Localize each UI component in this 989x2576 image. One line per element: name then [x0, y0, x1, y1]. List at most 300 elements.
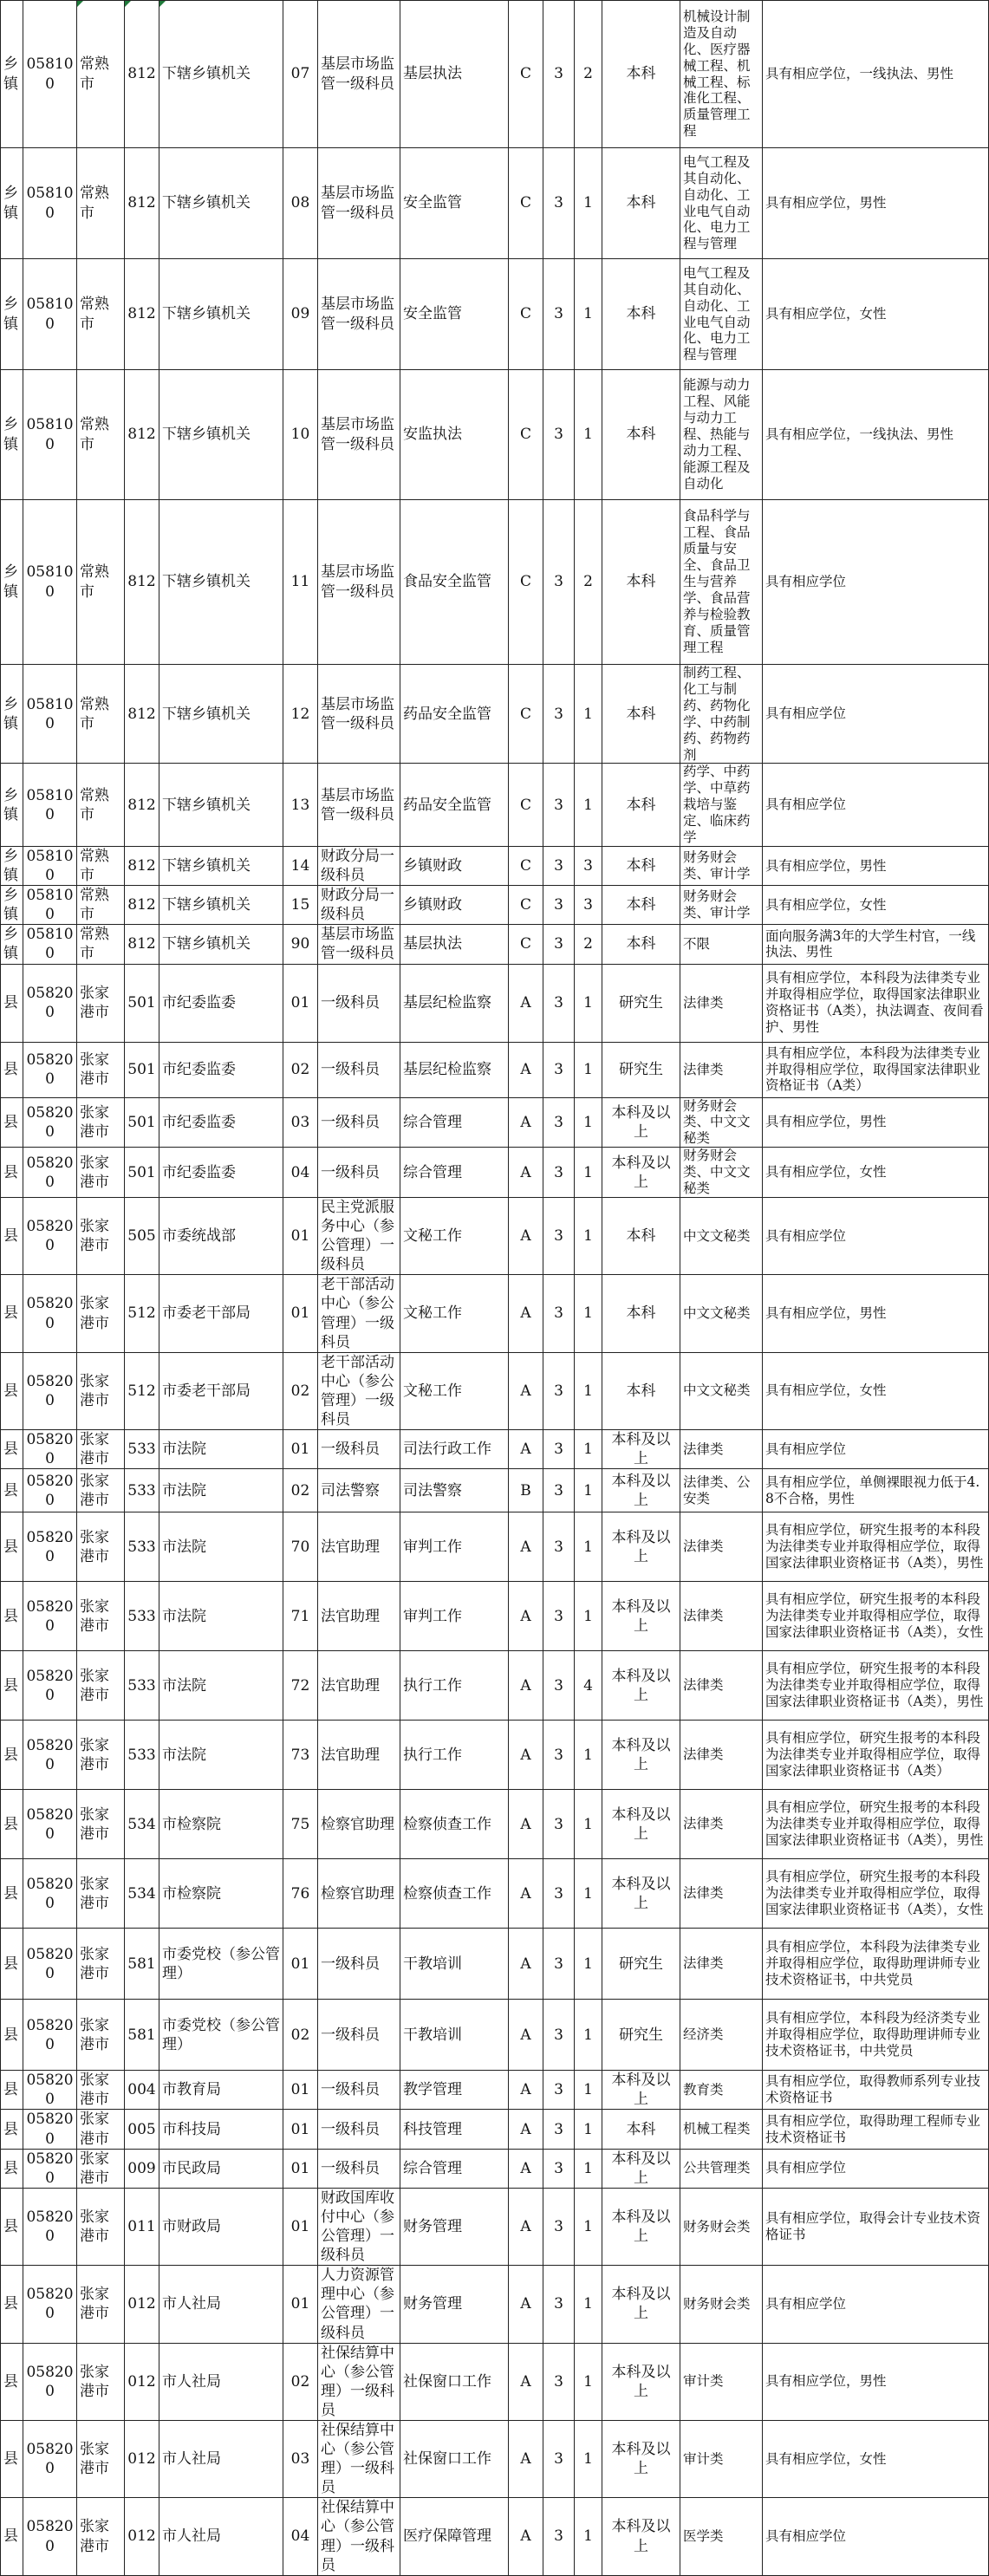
major-cell: 中文文秘类 — [680, 1275, 763, 1352]
hire-count-cell: 1 — [575, 2110, 602, 2149]
exam-category-cell: A — [509, 1651, 543, 1721]
dept-name-cell: 市法院 — [159, 1469, 283, 1512]
table-row — [1, 1, 989, 148]
remark-cell: 具有相应学位，本科段为法律类专业并取得相应学位，取得助理讲师专业技术资格证书，中共党员 — [763, 1929, 989, 2000]
remark-cell: 具有相应学位，女性 — [763, 1352, 989, 1429]
table-row — [1, 2110, 989, 2149]
exam-category-cell: C — [509, 764, 543, 847]
dept-name-cell: 市纪委监委 — [159, 1148, 283, 1198]
hire-count-cell: 1 — [575, 1582, 602, 1651]
level-cell: 县 — [1, 2266, 23, 2343]
education-cell: 本科 — [602, 259, 680, 370]
duty-cell: 执行工作 — [400, 1721, 509, 1790]
ratio-cell: 3 — [543, 2188, 575, 2265]
remark-cell: 具有相应学位，取得助理工程师专业技术资格证书 — [763, 2110, 989, 2149]
duty-cell: 文秘工作 — [400, 1197, 509, 1274]
dept-code-cell: 534 — [125, 1790, 159, 1859]
education-cell: 本科 — [602, 665, 680, 764]
position-code-cell: 02 — [283, 1042, 318, 1097]
exam-area-code-cell: 058200 — [23, 2420, 77, 2497]
duty-cell: 执行工作 — [400, 1651, 509, 1721]
exam-category-cell: A — [509, 1148, 543, 1198]
position-code-cell: 02 — [283, 1352, 318, 1429]
hire-count-cell: 1 — [575, 1352, 602, 1429]
position-code-cell: 04 — [283, 1148, 318, 1198]
education-cell: 研究生 — [602, 964, 680, 1042]
education-cell: 本科及以上 — [602, 1790, 680, 1859]
duty-cell: 药品安全监管 — [400, 665, 509, 764]
position-code-cell: 07 — [283, 1, 318, 148]
level-cell: 乡镇 — [1, 1, 23, 148]
education-cell: 研究生 — [602, 1929, 680, 2000]
dept-code-cell: 012 — [125, 2498, 159, 2575]
duty-cell: 乡镇财政 — [400, 846, 509, 885]
education-cell: 本科 — [602, 1, 680, 148]
ratio-cell: 3 — [543, 1097, 575, 1148]
exam-area-code-cell: 058200 — [23, 1512, 77, 1582]
exam-category-cell: C — [509, 259, 543, 370]
ratio-cell: 3 — [543, 665, 575, 764]
major-cell: 制药工程、化工与制药、药物化学、中药制药、药物药剂 — [680, 665, 763, 764]
duty-cell: 基层纪检监察 — [400, 1042, 509, 1097]
position-name-cell: 基层市场监管一级科员 — [318, 1, 400, 148]
exam-area-code-cell: 058200 — [23, 2000, 77, 2071]
hire-count-cell: 1 — [575, 1430, 602, 1469]
table-row — [1, 1859, 989, 1929]
exam-area-code-cell: 058200 — [23, 1929, 77, 2000]
level-cell: 乡镇 — [1, 846, 23, 885]
dept-code-cell: 581 — [125, 2000, 159, 2071]
ratio-cell: 3 — [543, 2110, 575, 2149]
level-cell: 乡镇 — [1, 148, 23, 259]
hire-count-cell: 1 — [575, 665, 602, 764]
exam-area-code-cell: 058100 — [23, 148, 77, 259]
exam-area-code-cell: 058200 — [23, 1859, 77, 1929]
city-cell: 张家港市 — [77, 2188, 125, 2265]
dept-name-cell: 市法院 — [159, 1512, 283, 1582]
level-cell: 乡镇 — [1, 259, 23, 370]
remark-cell: 具有相应学位 — [763, 1430, 989, 1469]
level-cell: 县 — [1, 1042, 23, 1097]
hire-count-cell: 1 — [575, 1859, 602, 1929]
dept-code-cell: 812 — [125, 1, 159, 148]
education-cell: 本科及以上 — [602, 1512, 680, 1582]
major-cell: 机械工程类 — [680, 2110, 763, 2149]
dept-name-cell: 下辖乡镇机关 — [159, 370, 283, 500]
remark-cell: 具有相应学位 — [763, 500, 989, 665]
ratio-cell: 3 — [543, 1929, 575, 2000]
hire-count-cell: 1 — [575, 2343, 602, 2420]
position-code-cell: 70 — [283, 1512, 318, 1582]
dept-code-cell: 812 — [125, 500, 159, 665]
hire-count-cell: 2 — [575, 500, 602, 665]
city-cell: 张家港市 — [77, 1582, 125, 1651]
level-cell: 县 — [1, 2071, 23, 2110]
duty-cell: 审判工作 — [400, 1512, 509, 1582]
dept-name-cell: 市委党校（参公管理） — [159, 2000, 283, 2071]
duty-cell: 干教培训 — [400, 1929, 509, 2000]
major-cell: 能源与动力工程、风能与动力工程、热能与动力工程、能源工程及自动化 — [680, 370, 763, 500]
duty-cell: 安监执法 — [400, 370, 509, 500]
exam-area-code-cell: 058200 — [23, 1790, 77, 1859]
remark-cell: 具有相应学位，研究生报考的本科段为法律类专业并取得相应学位，取得国家法律职业资格证书（A类） — [763, 1721, 989, 1790]
position-code-cell: 01 — [283, 1430, 318, 1469]
ratio-cell: 3 — [543, 1582, 575, 1651]
level-cell: 乡镇 — [1, 925, 23, 964]
position-name-cell: 基层市场监管一级科员 — [318, 764, 400, 847]
level-cell: 县 — [1, 1512, 23, 1582]
dept-code-cell: 012 — [125, 2420, 159, 2497]
dept-code-cell: 012 — [125, 2266, 159, 2343]
dept-name-cell: 市民政局 — [159, 2149, 283, 2188]
major-cell: 法律类 — [680, 1651, 763, 1721]
major-cell: 审计类 — [680, 2420, 763, 2497]
city-cell: 张家港市 — [77, 2266, 125, 2343]
dept-code-cell: 812 — [125, 886, 159, 925]
dept-name-cell: 市财政局 — [159, 2188, 283, 2265]
dept-name-cell: 市纪委监委 — [159, 1097, 283, 1148]
dept-name-cell: 市委统战部 — [159, 1197, 283, 1274]
level-cell: 县 — [1, 964, 23, 1042]
major-cell: 电气工程及其自动化、自动化、工业电气自动化、电力工程与管理 — [680, 259, 763, 370]
dept-name-cell: 市委老干部局 — [159, 1275, 283, 1352]
major-cell: 法律类、公安类 — [680, 1469, 763, 1512]
exam-area-code-cell: 058100 — [23, 925, 77, 964]
duty-cell: 乡镇财政 — [400, 886, 509, 925]
ratio-cell: 3 — [543, 2000, 575, 2071]
dept-code-cell: 534 — [125, 1859, 159, 1929]
level-cell: 乡镇 — [1, 500, 23, 665]
dept-code-cell: 812 — [125, 370, 159, 500]
position-code-cell: 01 — [283, 1929, 318, 2000]
remark-cell: 具有相应学位 — [763, 1197, 989, 1274]
table-row — [1, 2266, 989, 2343]
table-row — [1, 1430, 989, 1469]
hire-count-cell: 2 — [575, 1, 602, 148]
city-cell: 张家港市 — [77, 2000, 125, 2071]
level-cell: 乡镇 — [1, 886, 23, 925]
education-cell: 本科 — [602, 148, 680, 259]
city-cell: 张家港市 — [77, 1790, 125, 1859]
hire-count-cell: 1 — [575, 1790, 602, 1859]
exam-area-code-cell: 058200 — [23, 1582, 77, 1651]
position-code-cell: 01 — [283, 964, 318, 1042]
ratio-cell: 3 — [543, 925, 575, 964]
position-name-cell: 财政分局一级科员 — [318, 846, 400, 885]
exam-category-cell: A — [509, 1512, 543, 1582]
duty-cell: 检察侦查工作 — [400, 1790, 509, 1859]
hire-count-cell: 2 — [575, 925, 602, 964]
remark-cell: 具有相应学位，男性 — [763, 846, 989, 885]
table-row — [1, 2498, 989, 2575]
exam-category-cell: A — [509, 1197, 543, 1274]
education-cell: 本科及以上 — [602, 1721, 680, 1790]
exam-area-code-cell: 058200 — [23, 1352, 77, 1429]
remark-cell: 具有相应学位，取得教师系列专业技术资格证书 — [763, 2071, 989, 2110]
city-cell: 张家港市 — [77, 1651, 125, 1721]
city-cell: 张家港市 — [77, 2498, 125, 2575]
level-cell: 县 — [1, 2420, 23, 2497]
duty-cell: 基层执法 — [400, 925, 509, 964]
position-name-cell: 检察官助理 — [318, 1790, 400, 1859]
table-row — [1, 1929, 989, 2000]
dept-name-cell: 下辖乡镇机关 — [159, 500, 283, 665]
education-cell: 本科及以上 — [602, 2498, 680, 2575]
position-code-cell: 15 — [283, 886, 318, 925]
city-cell: 常熟市 — [77, 925, 125, 964]
hire-count-cell: 1 — [575, 1275, 602, 1352]
level-cell: 县 — [1, 1275, 23, 1352]
table-row — [1, 2343, 989, 2420]
table-row — [1, 1042, 989, 1097]
exam-category-cell: A — [509, 964, 543, 1042]
major-cell: 财务财会类、中文文秘类 — [680, 1097, 763, 1148]
cell-corner-marker — [159, 1, 166, 7]
table-row — [1, 1352, 989, 1429]
major-cell: 法律类 — [680, 1582, 763, 1651]
duty-cell: 文秘工作 — [400, 1275, 509, 1352]
table-row — [1, 1148, 989, 1198]
position-name-cell: 基层市场监管一级科员 — [318, 665, 400, 764]
table-row — [1, 1512, 989, 1582]
city-cell: 张家港市 — [77, 1512, 125, 1582]
exam-category-cell: A — [509, 2110, 543, 2149]
ratio-cell: 3 — [543, 764, 575, 847]
position-name-cell: 一级科员 — [318, 1430, 400, 1469]
dept-code-cell: 501 — [125, 1148, 159, 1198]
hire-count-cell: 1 — [575, 2266, 602, 2343]
exam-area-code-cell: 058200 — [23, 2498, 77, 2575]
table-row — [1, 259, 989, 370]
duty-cell: 安全监管 — [400, 259, 509, 370]
city-cell: 张家港市 — [77, 2343, 125, 2420]
remark-cell: 具有相应学位，研究生报考的本科段为法律类专业并取得相应学位，取得国家法律职业资格证书（A类），女性 — [763, 1582, 989, 1651]
exam-category-cell: C — [509, 886, 543, 925]
table-row — [1, 2420, 989, 2497]
city-cell: 常熟市 — [77, 1, 125, 148]
position-name-cell: 基层市场监管一级科员 — [318, 148, 400, 259]
table-row — [1, 1790, 989, 1859]
position-name-cell: 基层市场监管一级科员 — [318, 259, 400, 370]
position-code-cell: 01 — [283, 2188, 318, 2265]
hire-count-cell: 1 — [575, 1721, 602, 1790]
exam-area-code-cell: 058200 — [23, 1430, 77, 1469]
cell-corner-marker — [125, 1, 131, 7]
duty-cell: 审判工作 — [400, 1582, 509, 1651]
city-cell: 张家港市 — [77, 1197, 125, 1274]
duty-cell: 科技管理 — [400, 2110, 509, 2149]
table-row — [1, 2149, 989, 2188]
table-row — [1, 665, 989, 764]
remark-cell: 具有相应学位，男性 — [763, 1097, 989, 1148]
remark-cell: 具有相应学位，研究生报考的本科段为法律类专业并取得相应学位，取得国家法律职业资格证书（A类），女性 — [763, 1859, 989, 1929]
position-name-cell: 法官助理 — [318, 1651, 400, 1721]
dept-name-cell: 市委党校（参公管理） — [159, 1929, 283, 2000]
table-row — [1, 1582, 989, 1651]
major-cell: 法律类 — [680, 1790, 763, 1859]
city-cell: 张家港市 — [77, 1042, 125, 1097]
city-cell: 张家港市 — [77, 1721, 125, 1790]
exam-area-code-cell: 058100 — [23, 259, 77, 370]
duty-cell: 检察侦查工作 — [400, 1859, 509, 1929]
remark-cell: 具有相应学位 — [763, 665, 989, 764]
city-cell: 张家港市 — [77, 1929, 125, 2000]
ratio-cell: 3 — [543, 846, 575, 885]
ratio-cell: 3 — [543, 1512, 575, 1582]
level-cell: 县 — [1, 1859, 23, 1929]
hire-count-cell: 1 — [575, 2188, 602, 2265]
duty-cell: 干教培训 — [400, 2000, 509, 2071]
city-cell: 张家港市 — [77, 1275, 125, 1352]
ratio-cell: 3 — [543, 500, 575, 665]
duty-cell: 基层纪检监察 — [400, 964, 509, 1042]
major-cell: 教育类 — [680, 2071, 763, 2110]
ratio-cell: 3 — [543, 1042, 575, 1097]
exam-category-cell: A — [509, 2000, 543, 2071]
dept-name-cell: 市纪委监委 — [159, 1042, 283, 1097]
ratio-cell: 3 — [543, 964, 575, 1042]
major-cell: 医学类 — [680, 2498, 763, 2575]
major-cell: 药学、中药学、中草药栽培与鉴定、临床药学 — [680, 764, 763, 847]
exam-area-code-cell: 058200 — [23, 1097, 77, 1148]
exam-category-cell: A — [509, 1352, 543, 1429]
education-cell: 本科及以上 — [602, 1469, 680, 1512]
exam-area-code-cell: 058100 — [23, 1, 77, 148]
hire-count-cell: 1 — [575, 148, 602, 259]
table-body — [1, 1, 989, 2576]
position-name-cell: 人力资源管理中心（参公管理）一级科员 — [318, 2266, 400, 2343]
dept-name-cell: 市纪委监委 — [159, 964, 283, 1042]
city-cell: 常熟市 — [77, 500, 125, 665]
position-code-cell: 11 — [283, 500, 318, 665]
position-code-cell: 01 — [283, 2149, 318, 2188]
city-cell: 常熟市 — [77, 764, 125, 847]
duty-cell: 社保窗口工作 — [400, 2420, 509, 2497]
dept-name-cell: 下辖乡镇机关 — [159, 925, 283, 964]
education-cell: 本科 — [602, 2110, 680, 2149]
exam-category-cell: A — [509, 1859, 543, 1929]
dept-code-cell: 501 — [125, 1097, 159, 1148]
exam-area-code-cell: 058200 — [23, 2188, 77, 2265]
level-cell: 县 — [1, 2498, 23, 2575]
remark-cell: 具有相应学位，女性 — [763, 259, 989, 370]
table-row — [1, 886, 989, 925]
position-code-cell: 71 — [283, 1582, 318, 1651]
level-cell: 乡镇 — [1, 764, 23, 847]
exam-category-cell: A — [509, 1430, 543, 1469]
dept-name-cell: 市检察院 — [159, 1790, 283, 1859]
position-name-cell: 一级科员 — [318, 2000, 400, 2071]
duty-cell: 安全监管 — [400, 148, 509, 259]
dept-code-cell: 512 — [125, 1275, 159, 1352]
remark-cell: 具有相应学位，研究生报考的本科段为法律类专业并取得相应学位，取得国家法律职业资格证书（A类），男性 — [763, 1651, 989, 1721]
duty-cell: 财务管理 — [400, 2188, 509, 2265]
city-cell: 常熟市 — [77, 148, 125, 259]
position-name-cell: 司法警察 — [318, 1469, 400, 1512]
exam-area-code-cell: 058100 — [23, 500, 77, 665]
table-row — [1, 1651, 989, 1721]
education-cell: 本科及以上 — [602, 2149, 680, 2188]
exam-area-code-cell: 058100 — [23, 886, 77, 925]
position-code-cell: 01 — [283, 2266, 318, 2343]
exam-category-cell: C — [509, 148, 543, 259]
dept-code-cell: 501 — [125, 1042, 159, 1097]
education-cell: 本科及以上 — [602, 1097, 680, 1148]
education-cell: 本科 — [602, 925, 680, 964]
dept-code-cell: 012 — [125, 2343, 159, 2420]
city-cell: 常熟市 — [77, 886, 125, 925]
level-cell: 县 — [1, 1148, 23, 1198]
hire-count-cell: 3 — [575, 846, 602, 885]
exam-area-code-cell: 058200 — [23, 1651, 77, 1721]
remark-cell: 具有相应学位 — [763, 764, 989, 847]
hire-count-cell: 1 — [575, 2149, 602, 2188]
ratio-cell: 3 — [543, 1, 575, 148]
position-code-cell: 01 — [283, 1197, 318, 1274]
remark-cell: 具有相应学位 — [763, 2149, 989, 2188]
exam-category-cell: C — [509, 500, 543, 665]
exam-area-code-cell: 058100 — [23, 665, 77, 764]
position-name-cell: 社保结算中心（参公管理）一级科员 — [318, 2498, 400, 2575]
dept-name-cell: 市人社局 — [159, 2266, 283, 2343]
education-cell: 本科及以上 — [602, 1859, 680, 1929]
dept-code-cell: 533 — [125, 1651, 159, 1721]
dept-code-cell: 533 — [125, 1721, 159, 1790]
remark-cell: 具有相应学位 — [763, 2266, 989, 2343]
major-cell: 法律类 — [680, 1859, 763, 1929]
exam-category-cell: A — [509, 2343, 543, 2420]
education-cell: 本科及以上 — [602, 1582, 680, 1651]
education-cell: 本科 — [602, 1275, 680, 1352]
hire-count-cell: 1 — [575, 2071, 602, 2110]
education-cell: 本科 — [602, 886, 680, 925]
education-cell: 本科及以上 — [602, 2266, 680, 2343]
duty-cell: 财务管理 — [400, 2266, 509, 2343]
exam-area-code-cell: 058100 — [23, 764, 77, 847]
table-row — [1, 1469, 989, 1512]
dept-code-cell: 812 — [125, 925, 159, 964]
position-name-cell: 一级科员 — [318, 1929, 400, 2000]
position-name-cell: 一级科员 — [318, 1042, 400, 1097]
level-cell: 县 — [1, 1790, 23, 1859]
dept-name-cell: 市人社局 — [159, 2498, 283, 2575]
level-cell: 乡镇 — [1, 370, 23, 500]
major-cell: 不限 — [680, 925, 763, 964]
major-cell: 电气工程及其自动化、自动化、工业电气自动化、电力工程与管理 — [680, 148, 763, 259]
ratio-cell: 3 — [543, 2343, 575, 2420]
dept-code-cell: 812 — [125, 846, 159, 885]
position-code-cell: 12 — [283, 665, 318, 764]
ratio-cell: 3 — [543, 1651, 575, 1721]
city-cell: 张家港市 — [77, 2110, 125, 2149]
exam-category-cell: A — [509, 2266, 543, 2343]
education-cell: 本科及以上 — [602, 1651, 680, 1721]
hire-count-cell: 1 — [575, 1148, 602, 1198]
position-code-cell: 01 — [283, 2071, 318, 2110]
level-cell: 县 — [1, 1430, 23, 1469]
dept-name-cell: 市人社局 — [159, 2343, 283, 2420]
dept-code-cell: 533 — [125, 1469, 159, 1512]
exam-area-code-cell: 058200 — [23, 2149, 77, 2188]
dept-code-cell: 009 — [125, 2149, 159, 2188]
hire-count-cell: 1 — [575, 2498, 602, 2575]
level-cell: 县 — [1, 1721, 23, 1790]
exam-category-cell: A — [509, 1582, 543, 1651]
remark-cell: 具有相应学位，本科段为法律类专业并取得相应学位，取得国家法律职业资格证书（A类），执法调查、夜间看护、男性 — [763, 964, 989, 1042]
major-cell: 财务财会类、审计学 — [680, 886, 763, 925]
dept-name-cell: 市法院 — [159, 1721, 283, 1790]
education-cell: 研究生 — [602, 2000, 680, 2071]
